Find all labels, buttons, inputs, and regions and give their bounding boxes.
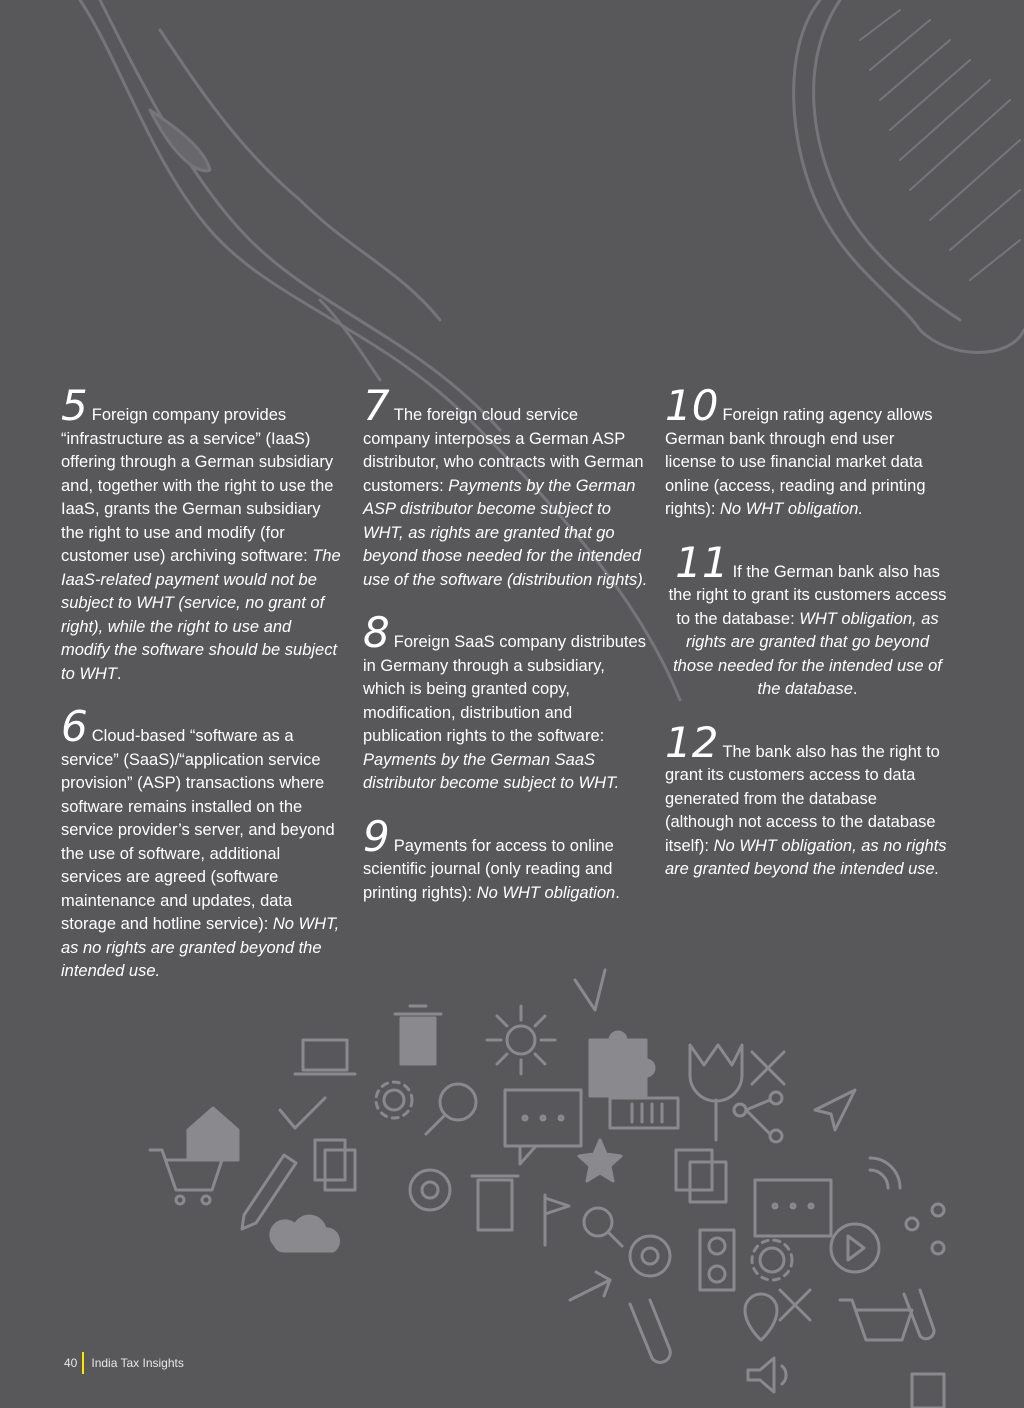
case-7 <box>363 381 648 592</box>
copy-icon <box>676 1150 726 1202</box>
chat-icon <box>505 1090 581 1164</box>
column-left <box>61 381 341 1007</box>
check-icon <box>280 1098 325 1128</box>
close-icon <box>780 1290 810 1320</box>
at-icon <box>630 1236 670 1276</box>
flag-icon <box>545 1195 569 1245</box>
case-12 <box>665 717 950 882</box>
case-description: Payments for access to online scientific journal (only reading and printing rights): <box>363 836 614 902</box>
case-number: 5 <box>61 381 88 430</box>
case-number: 9 <box>363 811 390 861</box>
copy-icon <box>315 1140 355 1190</box>
case-conclusion: No WHT obligation, as no rights are granted beyond the intended use. <box>665 836 947 878</box>
case-number: 11 <box>675 537 729 587</box>
case-11 <box>665 537 950 702</box>
case-description: Foreign rating agency allows German bank through end user license to use financial market data online (access, reading and printing rights): <box>665 406 933 518</box>
arrow-down-icon <box>575 970 605 1010</box>
cart-icon <box>840 1300 912 1340</box>
case-9 <box>363 811 648 906</box>
home-icon <box>188 1108 238 1160</box>
gear-icon <box>752 1240 792 1280</box>
column-right <box>665 381 950 905</box>
gear-icon <box>376 1082 412 1118</box>
case-description: Cloud-based “software as a service” (SaaS)/“application service provision” (ASP) transactions where software remains installed on the service provider’s server, and beyond the use of software, additional services are agreed (software maintenance and updates, data storage and hotline service): <box>61 727 335 933</box>
case-conclusion: Payments by the German ASP distributor become subject to WHT, as rights are granted that go beyond those needed for the intended use of the software (distribution rights). <box>363 476 648 589</box>
page-footer <box>64 1352 184 1374</box>
case-8 <box>363 608 648 796</box>
publication-title: India Tax Insights <box>91 1356 184 1370</box>
laptop-icon <box>295 1040 355 1074</box>
column-middle <box>363 381 648 928</box>
case-number: 10 <box>665 381 719 430</box>
case-number: 12 <box>665 717 719 767</box>
paperclip-icon <box>630 1300 670 1362</box>
page-number: 40 <box>64 1356 78 1370</box>
chat-icon <box>755 1180 831 1236</box>
case-conclusion: No WHT obligation <box>476 883 616 902</box>
star-icon <box>579 1140 621 1181</box>
case-trail: . <box>615 883 620 902</box>
case-10 <box>665 381 950 522</box>
icon-cluster <box>150 970 944 1408</box>
case-conclusion: No WHT, as no rights are granted beyond the intended use. <box>61 915 340 980</box>
sun-icon <box>487 1006 555 1074</box>
case-description: Foreign SaaS company distributes in Germany through a subsidiary, which is being granted copy, modification, distribution and publication rights to the software: <box>363 633 646 745</box>
play-icon <box>831 1224 879 1272</box>
case-description: If the German bank also has the right to grant its customers access to the database: <box>668 562 947 628</box>
square-icon <box>912 1374 944 1408</box>
case-5 <box>61 381 341 686</box>
wifi-icon <box>870 1158 900 1188</box>
case-description: Foreign company provides “infrastructure as a service” (IaaS) offering through a German subsidiary and, together with the right to use the IaaS, grants the German subsidiary the right to use and modify (for customer use) archiving software: <box>61 406 334 565</box>
battery-icon <box>610 1098 678 1128</box>
case-conclusion: Payments by the German SaaS distributor become subject to WHT. <box>363 750 620 792</box>
flower-icon <box>690 1045 742 1140</box>
case-number: 6 <box>61 702 88 751</box>
cloud-icon <box>271 1216 339 1251</box>
puzzle-icon <box>590 1032 654 1096</box>
speaker-icon <box>700 1230 734 1290</box>
footer-divider <box>82 1352 84 1374</box>
trash-icon <box>395 1006 441 1064</box>
case-6 <box>61 702 341 984</box>
case-trail: . <box>116 664 122 683</box>
speaker-icon <box>748 1358 786 1392</box>
close-icon <box>752 1052 784 1084</box>
arrow-icon <box>815 1090 855 1130</box>
pencil-icon <box>242 1155 296 1229</box>
case-description: The foreign cloud service company interposes a German ASP distributor, who contracts with German customers: <box>363 406 644 495</box>
magnifier-icon <box>584 1208 622 1246</box>
case-trail: . <box>852 680 858 698</box>
share-icon <box>734 1092 782 1142</box>
case-conclusion: WHT obligation, as rights are granted that go beyond those needed for the intended use of the database <box>673 609 942 698</box>
trash-icon <box>472 1176 518 1230</box>
paperclip-icon <box>904 1290 934 1339</box>
case-conclusion: No WHT obligation. <box>720 500 864 518</box>
location-icon <box>745 1294 777 1340</box>
case-description: The bank also has the right to grant its customers access to data generated from the database (although not access to the database itself): <box>665 742 940 855</box>
case-number: 8 <box>363 608 390 657</box>
at-icon <box>410 1170 450 1210</box>
case-number: 7 <box>363 381 390 430</box>
arrow-icon <box>570 1272 610 1300</box>
case-conclusion: The IaaS-related payment would not be subject to WHT (service, no grant of right), while the right to use and modify the software should be subject to WHT <box>61 547 341 683</box>
share-icon <box>906 1204 944 1254</box>
magnifier-icon <box>426 1084 476 1134</box>
